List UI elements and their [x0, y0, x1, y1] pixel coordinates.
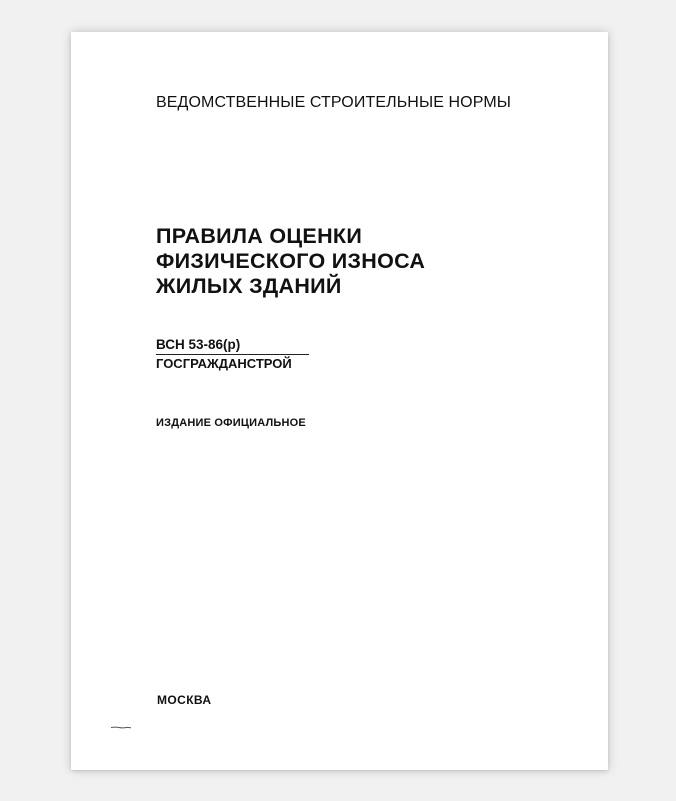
title-line-2: ФИЗИЧЕСКОГО ИЗНОСА — [156, 249, 426, 273]
document-page — [71, 32, 608, 770]
series-label: ВЕДОМСТВЕННЫЕ СТРОИТЕЛЬНЫЕ НОРМЫ — [156, 94, 512, 111]
document-code-block — [156, 337, 309, 372]
document-title — [156, 224, 425, 299]
edition-label: ИЗДАНИЕ ОФИЦИАЛЬНОЕ — [156, 417, 306, 429]
title-line-1: ПРАВИЛА ОЦЕНКИ — [156, 224, 363, 248]
document-code: ВСН 53-86(р) — [156, 337, 309, 355]
publication-city: МОСКВА — [157, 693, 212, 707]
issuing-organization: ГОСГРАЖДАНСТРОЙ — [156, 356, 292, 371]
title-line-3: ЖИЛЫХ ЗДАНИЙ — [156, 274, 342, 298]
scan-mark — [110, 726, 132, 729]
